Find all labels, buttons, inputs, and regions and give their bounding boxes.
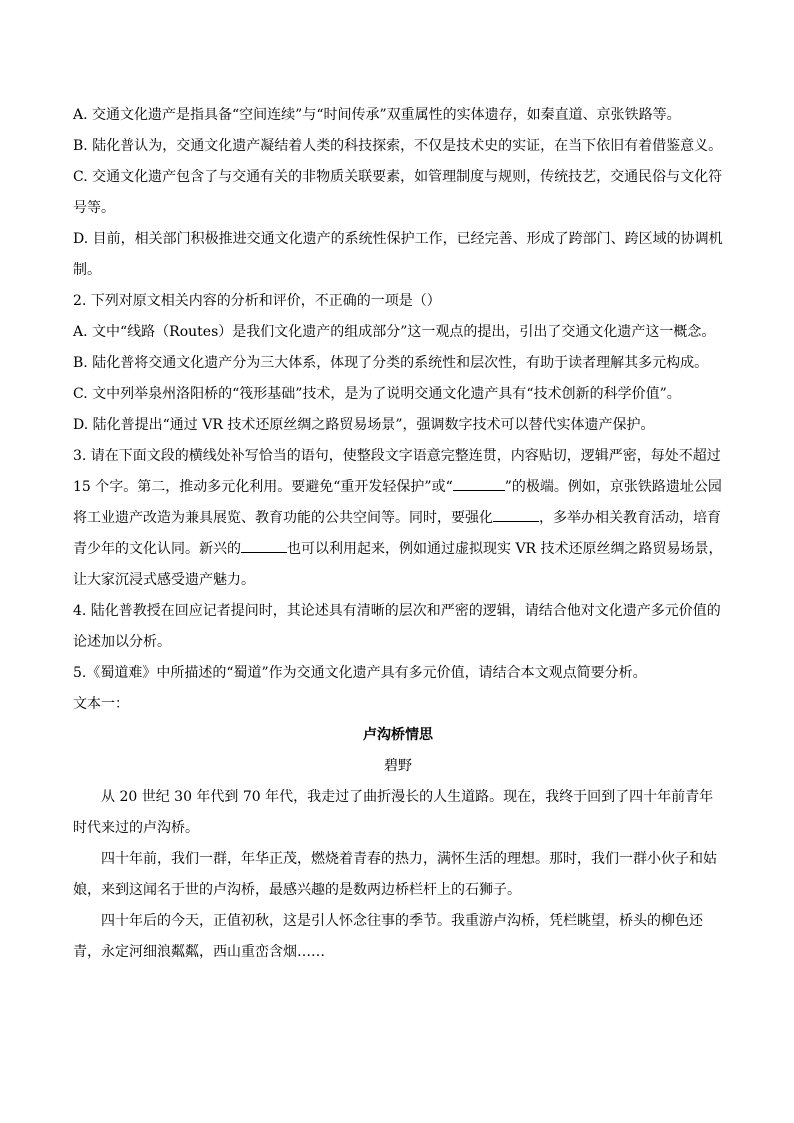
q3-passage — [73, 441, 723, 596]
q3-text-part2: ”的极端。例如，京张铁路遗址公园将工业遗产改造为兼具展览、教育功能的公共空间等。同时，要强化 — [73, 479, 722, 526]
q3-text-part1: 3. 请在下面文段的横线处补写恰当的语句，使整段文字语意完整连贯，内容贴切，逻辑严密，每处不超过 15 个字。第二，推动多元化利用。要避免“重开发轻保护”或“ — [73, 448, 721, 495]
q1-option-a: A. 交通文化遗产是指具备“空间连续”与“时间传承”双重属性的实体遗存，如秦直道、京张铁路等。 — [73, 107, 681, 123]
q2-option-d: D. 陆化普提出“通过 VR 技术还原丝绸之路贸易场景”，强调数字技术可以替代实体遗产保护。 — [73, 417, 655, 433]
article-author: 碧野 — [384, 758, 412, 774]
q2-stem: 2. 下列对原文相关内容的分析和评价，不正确的一项是（） — [73, 293, 441, 309]
q3-text-part3: ，多举办相关教育活动，培育青少年的文化认同。新兴的 — [73, 510, 721, 557]
article-paragraph: 四十年后的今天，正值初秋，这是引人怀念往事的季节。我重游卢沟桥，凭栏眺望，桥头的柳色还青，永定河细浪粼粼，西山重峦含烟…… — [73, 913, 703, 960]
q1-option-c: C. 交通文化遗产包含了与交通有关的非物质关联要素，如管理制度与规则，传统技艺，交通民俗与文化符号等。 — [73, 169, 723, 216]
q2-option-c: C. 文中列举泉州洛阳桥的“筏形基础”技术，是为了说明交通文化遗产具有“技术创新的科学价值”。 — [73, 386, 681, 402]
q4-question: 4. 陆化普教授在回应记者提问时，其论述具有清晰的层次和严密的逻辑，请结合他对文化遗产多元价值的论述加以分析。 — [73, 603, 721, 650]
q2-option-b: B. 陆化普将交通文化遗产分为三大体系，体现了分类的系统性和层次性，有助于读者理解其多元构成。 — [73, 355, 709, 371]
q1-option-d: D. 目前，相关部门积极推进交通文化遗产的系统性保护工作，已经完善、形成了跨部门、跨区域的协调机制。 — [73, 231, 723, 278]
fill-blank-1 — [453, 474, 505, 491]
text-label: 文本一： — [73, 696, 129, 712]
fill-blank-2 — [493, 505, 539, 522]
q2-option-a: A. 文中“线路（Routes）是我们文化遗产的组成部分”这一观点的提出，引出了交通文化遗产这一概念。 — [73, 324, 716, 340]
q5-question: 5.《蜀道难》中所描述的“蜀道”作为交通文化遗产具有多元价值，请结合本文观点简要分析。 — [73, 665, 647, 681]
article-paragraph: 四十年前，我们一群，年华正茂，燃烧着青春的热力，满怀生活的理想。那时，我们一群小伙子和姑娘，来到这闻名于世的卢沟桥，最感兴趣的是数两边桥栏杆上的石狮子。 — [73, 851, 717, 898]
article-title: 卢沟桥情思 — [363, 727, 433, 743]
fill-blank-3 — [241, 536, 287, 553]
article-paragraph: 从 20 世纪 30 年代到 70 年代，我走过了曲折漫长的人生道路。现在，我终于回到了四十年前青年时代来过的卢沟桥。 — [73, 789, 714, 836]
document-page — [73, 100, 723, 968]
q3-text-part4: 也可以利用起来，例如通过虚拟现实 VR 技术还原丝绸之路贸易场景，让大家沉浸式感受遗产魅力。 — [73, 541, 723, 588]
q1-option-b: B. 陆化普认为，交通文化遗产凝结着人类的科技探索，不仅是技术史的实证，在当下依旧有着借鉴意义。 — [73, 138, 723, 154]
